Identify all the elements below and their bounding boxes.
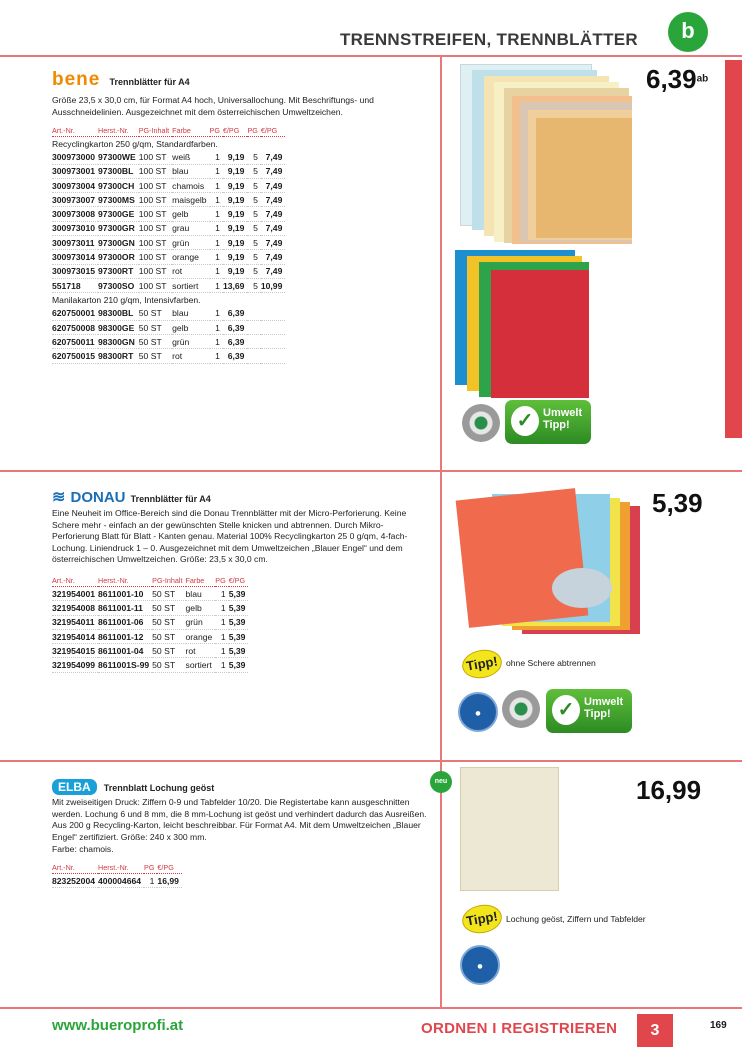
table-cell-herst-nr: 98300RT xyxy=(98,349,139,363)
table-cell-pg: 1 xyxy=(215,587,228,601)
table-cell-price-per-pg-2 xyxy=(261,349,286,363)
table-cell-herst-nr: 8611001-11 xyxy=(98,601,152,615)
column-header: Herst.-Nr. xyxy=(98,124,139,137)
table-cell-price-per-pg-2: 7,49 xyxy=(261,193,286,207)
table-cell-price-per-pg-2: 7,49 xyxy=(261,264,286,278)
table-cell-pg-inhalt: 100 ST xyxy=(139,221,172,235)
table-row xyxy=(52,264,285,278)
footer-section-number: 3 xyxy=(637,1014,673,1047)
table-cell-herst-nr: 97300WE xyxy=(98,150,139,164)
table-cell-farbe: gelb xyxy=(172,207,209,221)
table-cell-farbe: sortiert xyxy=(186,658,216,672)
donau-logo: DONAU xyxy=(70,489,126,506)
table-cell-pg-inhalt: 100 ST xyxy=(139,278,172,292)
column-header: €/PG xyxy=(261,124,286,137)
table-cell-pg-inhalt: 100 ST xyxy=(139,193,172,207)
column-header: PG-Inhalt xyxy=(152,574,185,587)
table-cell-farbe: grün xyxy=(186,615,216,629)
section-divider-2 xyxy=(0,760,742,762)
donau-product-image xyxy=(462,488,642,638)
table-cell-farbe: orange xyxy=(172,250,209,264)
table-cell-pg: 1 xyxy=(210,207,223,221)
elba-table-wrap xyxy=(52,861,182,888)
table-row xyxy=(52,193,285,207)
table-cell-art-nr: 300973000 xyxy=(52,150,98,164)
table-cell-herst-nr: 97300GE xyxy=(98,207,139,221)
table-cell-price-per-pg-2: 7,49 xyxy=(261,221,286,235)
table-row xyxy=(52,874,182,888)
table-cell-art-nr: 620750008 xyxy=(52,320,98,334)
table-cell-herst-nr: 97300MS xyxy=(98,193,139,207)
column-header: PG-Inhalt xyxy=(139,124,172,137)
tipp-badge: Tipp! xyxy=(460,902,504,937)
table-cell-pg-inhalt: 100 ST xyxy=(139,150,172,164)
table-cell-art-nr: 620750001 xyxy=(52,307,98,321)
table-cell-pg-inhalt: 100 ST xyxy=(139,164,172,178)
table-cell-herst-nr: 97300SO xyxy=(98,278,139,292)
table-row xyxy=(52,250,285,264)
table-cell-herst-nr: 97300RT xyxy=(98,264,139,278)
brand-badge: b xyxy=(668,12,708,52)
column-header: Art.-Nr. xyxy=(52,574,98,587)
table-cell-pg-2: 5 xyxy=(247,164,260,178)
table-cell-pg-inhalt: 50 ST xyxy=(139,307,172,321)
table-cell-price-per-pg-2: 7,49 xyxy=(261,178,286,192)
price: 5,39 xyxy=(652,488,703,518)
table-cell-herst-nr: 400004664 xyxy=(98,874,144,888)
table-cell-art-nr: 300973004 xyxy=(52,178,98,192)
table-cell-price-per-pg: 9,19 xyxy=(223,236,248,250)
tipp-note: ohne Schere abtrennen xyxy=(506,658,596,668)
page-header-title: TRENNSTREIFEN, TRENNBLÄTTER xyxy=(339,30,638,49)
table-cell-pg-inhalt: 50 ST xyxy=(152,629,185,643)
table-cell-herst-nr: 97300GR xyxy=(98,221,139,235)
umwelt-line2: Tipp! xyxy=(584,708,611,720)
table-cell-pg-2 xyxy=(247,307,260,321)
table-row xyxy=(52,335,285,349)
table-cell-pg: 1 xyxy=(210,349,223,363)
table-cell-pg: 1 xyxy=(210,335,223,349)
table-cell-price-per-pg: 9,19 xyxy=(223,178,248,192)
group-label: Manilakarton 210 g/qm, Intensivfarben. xyxy=(52,294,201,305)
table-cell-herst-nr: 97300OR xyxy=(98,250,139,264)
table-cell-pg-2: 5 xyxy=(247,193,260,207)
table-cell-herst-nr: 97300CH xyxy=(98,178,139,192)
table-cell-farbe: blau xyxy=(186,587,216,601)
table-cell-price-per-pg-2: 7,49 xyxy=(261,164,286,178)
column-header: PG xyxy=(144,861,157,874)
table-row xyxy=(52,207,285,221)
column-header: Art.-Nr. xyxy=(52,124,98,137)
table-cell-art-nr: 321954008 xyxy=(52,601,98,615)
table-cell-herst-nr: 8611001-06 xyxy=(98,615,152,629)
bene-intensive-image xyxy=(455,250,590,400)
table-cell-price-per-pg-2: 10,99 xyxy=(261,278,286,292)
table-row xyxy=(52,150,285,164)
column-header: PG xyxy=(215,574,228,587)
table-cell-pg-inhalt: 100 ST xyxy=(139,236,172,250)
table-cell-price-per-pg-2: 7,49 xyxy=(261,236,286,250)
table-cell-price-per-pg: 5,39 xyxy=(229,587,249,601)
table-cell-pg-inhalt: 100 ST xyxy=(139,250,172,264)
table-cell-pg: 1 xyxy=(210,150,223,164)
table-cell-pg-2 xyxy=(247,349,260,363)
table-cell-price-per-pg-2 xyxy=(261,335,286,349)
table-cell-pg: 1 xyxy=(210,307,223,321)
bene-price-box xyxy=(646,64,708,95)
table-cell-price-per-pg: 6,39 xyxy=(223,335,248,349)
table-cell-herst-nr: 8611001S-99 xyxy=(98,658,152,672)
table-cell-art-nr: 321954014 xyxy=(52,629,98,643)
table-cell-farbe: gelb xyxy=(172,320,209,334)
tipp-badge: Tipp! xyxy=(460,647,504,682)
table-cell-art-nr: 321954099 xyxy=(52,658,98,672)
table-cell-art-nr: 300973010 xyxy=(52,221,98,235)
product-title: Trennblätter für A4 xyxy=(109,77,190,87)
footer-url[interactable]: www.bueroprofi.at xyxy=(52,1017,184,1034)
table-cell-art-nr: 300973011 xyxy=(52,236,98,250)
side-tab xyxy=(725,60,742,438)
table-cell-pg-inhalt: 100 ST xyxy=(139,264,172,278)
table-cell-price-per-pg: 16,99 xyxy=(157,874,182,888)
column-header: Herst.-Nr. xyxy=(98,861,144,874)
table-cell-price-per-pg-2 xyxy=(261,320,286,334)
table-cell-farbe: blau xyxy=(172,307,209,321)
table-cell-pg-2: 5 xyxy=(247,236,260,250)
table-cell-art-nr: 300973008 xyxy=(52,207,98,221)
table-cell-farbe: grau xyxy=(172,221,209,235)
table-row xyxy=(52,278,285,292)
table-cell-herst-nr: 98300BL xyxy=(98,307,139,321)
column-header: Farbe xyxy=(172,124,209,137)
table-cell-herst-nr: 97300BL xyxy=(98,164,139,178)
table-cell-price-per-pg-2 xyxy=(261,307,286,321)
bene-logo: bene xyxy=(52,69,101,90)
table-cell-pg-2: 5 xyxy=(247,264,260,278)
price-prefix: ab xyxy=(696,73,709,85)
donau-logo-waves-icon: ≋ xyxy=(52,489,66,506)
table-cell-pg-2: 5 xyxy=(247,250,260,264)
table-cell-price-per-pg-2: 7,49 xyxy=(261,207,286,221)
table-cell-pg-inhalt: 50 ST xyxy=(139,320,172,334)
table-cell-pg: 1 xyxy=(215,615,228,629)
table-cell-price-per-pg: 5,39 xyxy=(229,615,249,629)
table-cell-herst-nr: 8611001-10 xyxy=(98,587,152,601)
table-cell-art-nr: 300973014 xyxy=(52,250,98,264)
table-cell-pg-2: 5 xyxy=(247,178,260,192)
column-header: Herst.-Nr. xyxy=(98,574,152,587)
table-cell-pg: 1 xyxy=(215,601,228,615)
bene-table xyxy=(52,124,285,364)
price: 6,39 xyxy=(646,64,697,94)
product-elba xyxy=(52,776,214,795)
umwelt-tipp-badge xyxy=(505,400,591,444)
elba-table xyxy=(52,861,182,888)
table-cell-herst-nr: 97300GN xyxy=(98,236,139,250)
table-cell-pg: 1 xyxy=(210,193,223,207)
column-divider xyxy=(440,57,442,1007)
eco-label-icon xyxy=(502,690,540,728)
product-title: Trennblatt Lochung geöst xyxy=(103,783,215,793)
table-cell-farbe: rot xyxy=(172,264,209,278)
group-header-row xyxy=(52,293,285,307)
table-cell-farbe: rot xyxy=(172,349,209,363)
eco-label-icon xyxy=(462,404,500,442)
product-donau xyxy=(52,487,211,507)
elba-product-image xyxy=(460,767,559,891)
table-cell-pg: 1 xyxy=(215,658,228,672)
elba-logo: ELBA xyxy=(52,779,97,795)
column-header: €/PG xyxy=(157,861,182,874)
umwelt-line1: Umwelt xyxy=(584,696,624,708)
table-cell-price-per-pg: 5,39 xyxy=(229,629,249,643)
table-cell-pg: 1 xyxy=(210,278,223,292)
umwelt-line1: Umwelt xyxy=(543,407,583,419)
page-number: 169 xyxy=(710,1020,727,1031)
table-cell-farbe: sortiert xyxy=(172,278,209,292)
table-cell-price-per-pg: 9,19 xyxy=(223,193,248,207)
table-cell-pg: 1 xyxy=(210,250,223,264)
table-cell-price-per-pg: 6,39 xyxy=(223,320,248,334)
table-cell-pg-inhalt: 50 ST xyxy=(152,615,185,629)
table-cell-art-nr: 321954015 xyxy=(52,644,98,658)
table-cell-pg-inhalt: 50 ST xyxy=(139,335,172,349)
table-cell-pg-inhalt: 50 ST xyxy=(139,349,172,363)
table-cell-price-per-pg: 5,39 xyxy=(229,658,249,672)
table-cell-pg: 1 xyxy=(210,264,223,278)
table-cell-art-nr: 620750011 xyxy=(52,335,98,349)
table-row xyxy=(52,236,285,250)
check-icon: ✓ xyxy=(552,695,580,725)
table-row xyxy=(52,164,285,178)
table-cell-herst-nr: 98300GE xyxy=(98,320,139,334)
table-cell-pg-inhalt: 50 ST xyxy=(152,658,185,672)
table-cell-price-per-pg-2: 7,49 xyxy=(261,250,286,264)
check-icon: ✓ xyxy=(511,406,539,436)
table-row xyxy=(52,320,285,334)
footer-section-title: ORDNEN I REGISTRIEREN xyxy=(421,1020,618,1037)
table-cell-art-nr: 300973015 xyxy=(52,264,98,278)
table-cell-pg-2 xyxy=(247,335,260,349)
table-cell-farbe: orange xyxy=(186,629,216,643)
column-header: €/PG xyxy=(229,574,249,587)
product-description: Eine Neuheit im Office-Bereich sind die Donau Trennblätter mit der Micro-Perforierung. Keine Schere mehr - einfach an der gewünschten Stelle knicken und abtrennen. Durch Mikro-Perforierung Blatt für Blatt - Kanten genau. Material 100% Recyclingkarton 25 0 g/qm, 4-fach-Lochung. Liniendruck 1 – 0. Ausgezeichnet mit dem Umweltzeichen „Blauer Engel“ und dem österreichischen Umweltzeichen. Größe: 23,5 x 30,0 cm. xyxy=(52,508,408,565)
table-row xyxy=(52,615,248,629)
table-cell-pg-2: 5 xyxy=(247,207,260,221)
table-cell-price-per-pg: 6,39 xyxy=(223,349,248,363)
column-header: PG xyxy=(247,124,260,137)
table-cell-pg-2: 5 xyxy=(247,278,260,292)
table-cell-pg-inhalt: 100 ST xyxy=(139,178,172,192)
table-cell-price-per-pg: 9,19 xyxy=(223,250,248,264)
bene-product-image xyxy=(460,64,635,244)
table-cell-pg-2: 5 xyxy=(247,150,260,164)
table-cell-art-nr: 321954001 xyxy=(52,587,98,601)
section-divider-1 xyxy=(0,470,742,472)
table-cell-herst-nr: 8611001-04 xyxy=(98,644,152,658)
column-header: Farbe xyxy=(186,574,216,587)
table-cell-art-nr: 551718 xyxy=(52,278,98,292)
table-cell-price-per-pg: 5,39 xyxy=(229,644,249,658)
table-cell-price-per-pg: 9,19 xyxy=(223,164,248,178)
table-cell-farbe: gelb xyxy=(186,601,216,615)
group-header-row xyxy=(52,137,285,151)
column-header: Art.-Nr. xyxy=(52,861,98,874)
table-cell-price-per-pg-2: 7,49 xyxy=(261,150,286,164)
table-cell-pg: 1 xyxy=(210,164,223,178)
table-cell-farbe: maisgelb xyxy=(172,193,209,207)
table-cell-pg-inhalt: 100 ST xyxy=(139,207,172,221)
table-cell-art-nr: 300973001 xyxy=(52,164,98,178)
table-cell-art-nr: 321954011 xyxy=(52,615,98,629)
table-cell-price-per-pg: 9,19 xyxy=(223,221,248,235)
table-cell-farbe: rot xyxy=(186,644,216,658)
table-cell-herst-nr: 98300GN xyxy=(98,335,139,349)
blauer-engel-seal-icon: ● xyxy=(458,692,498,732)
footer-divider xyxy=(0,1007,742,1009)
table-cell-art-nr: 300973007 xyxy=(52,193,98,207)
table-row xyxy=(52,644,248,658)
table-cell-pg: 1 xyxy=(215,644,228,658)
header-divider xyxy=(0,55,742,57)
table-cell-pg: 1 xyxy=(210,320,223,334)
group-label: Recyclingkarton 250 g/qm, Standardfarben. xyxy=(52,138,218,149)
donau-table-wrap xyxy=(52,574,248,673)
table-cell-pg: 1 xyxy=(210,236,223,250)
product-title: Trennblätter für A4 xyxy=(130,494,211,504)
product-description: Mit zweiseitigen Druck: Ziffern 0-9 und Tabfelder 10/20. Die Registertabe kann ausgeschnitten werden. Lochung 6 und 8 mm, die 8 mm-Lochung ist geöst und verhindert dadurch das Ausreißen. Aus 200 g Recycling-Karton, leicht beschreibbar. Für Format A4. Mit dem Umweltzeichen „Blauer Engel“ zertifiziert. Größe: 240 x 300 mm. xyxy=(52,797,427,842)
table-cell-farbe: blau xyxy=(172,164,209,178)
table-row xyxy=(52,349,285,363)
table-cell-pg: 1 xyxy=(210,178,223,192)
umwelt-line2: Tipp! xyxy=(543,419,570,431)
table-row xyxy=(52,629,248,643)
column-header: €/PG xyxy=(223,124,248,137)
column-header: PG xyxy=(210,124,223,137)
product-bene xyxy=(52,69,190,91)
table-cell-herst-nr: 8611001-12 xyxy=(98,629,152,643)
table-cell-price-per-pg: 9,19 xyxy=(223,207,248,221)
table-cell-farbe: chamois xyxy=(172,178,209,192)
table-cell-pg: 1 xyxy=(210,221,223,235)
table-cell-price-per-pg: 13,69 xyxy=(223,278,248,292)
table-cell-pg-inhalt: 50 ST xyxy=(152,644,185,658)
new-badge: neu xyxy=(430,771,452,793)
table-cell-art-nr: 823252004 xyxy=(52,874,98,888)
price: 16,99 xyxy=(636,775,702,805)
table-cell-pg-2: 5 xyxy=(247,221,260,235)
product-description: Größe 23,5 x 30,0 cm, für Format A4 hoch, Universallochung. Mit Beschriftungs- und Ausschneidelinien. Ausgezeichnet mit dem österreichischen Umweltzeichen. xyxy=(52,95,374,117)
table-cell-pg-inhalt: 50 ST xyxy=(152,587,185,601)
donau-table xyxy=(52,574,248,673)
table-cell-pg: 1 xyxy=(144,874,157,888)
table-cell-price-per-pg: 9,19 xyxy=(223,264,248,278)
blauer-engel-seal-icon: ● xyxy=(460,945,500,985)
table-cell-pg-inhalt: 50 ST xyxy=(152,601,185,615)
table-cell-pg-2 xyxy=(247,320,260,334)
table-cell-farbe: weiß xyxy=(172,150,209,164)
bene-table-wrap xyxy=(52,124,285,364)
table-cell-price-per-pg: 5,39 xyxy=(229,601,249,615)
table-row xyxy=(52,658,248,672)
table-row xyxy=(52,307,285,321)
table-cell-price-per-pg: 6,39 xyxy=(223,307,248,321)
color-line: Farbe: chamois. xyxy=(52,844,114,854)
table-row xyxy=(52,601,248,615)
table-cell-price-per-pg: 9,19 xyxy=(223,150,248,164)
umwelt-tipp-badge xyxy=(546,689,632,733)
table-row xyxy=(52,587,248,601)
table-cell-farbe: grün xyxy=(172,236,209,250)
table-cell-pg: 1 xyxy=(215,629,228,643)
table-cell-farbe: grün xyxy=(172,335,209,349)
table-row xyxy=(52,221,285,235)
tipp-note: Lochung geöst, Ziffern und Tabfelder xyxy=(506,914,646,924)
table-cell-art-nr: 620750015 xyxy=(52,349,98,363)
table-row xyxy=(52,178,285,192)
